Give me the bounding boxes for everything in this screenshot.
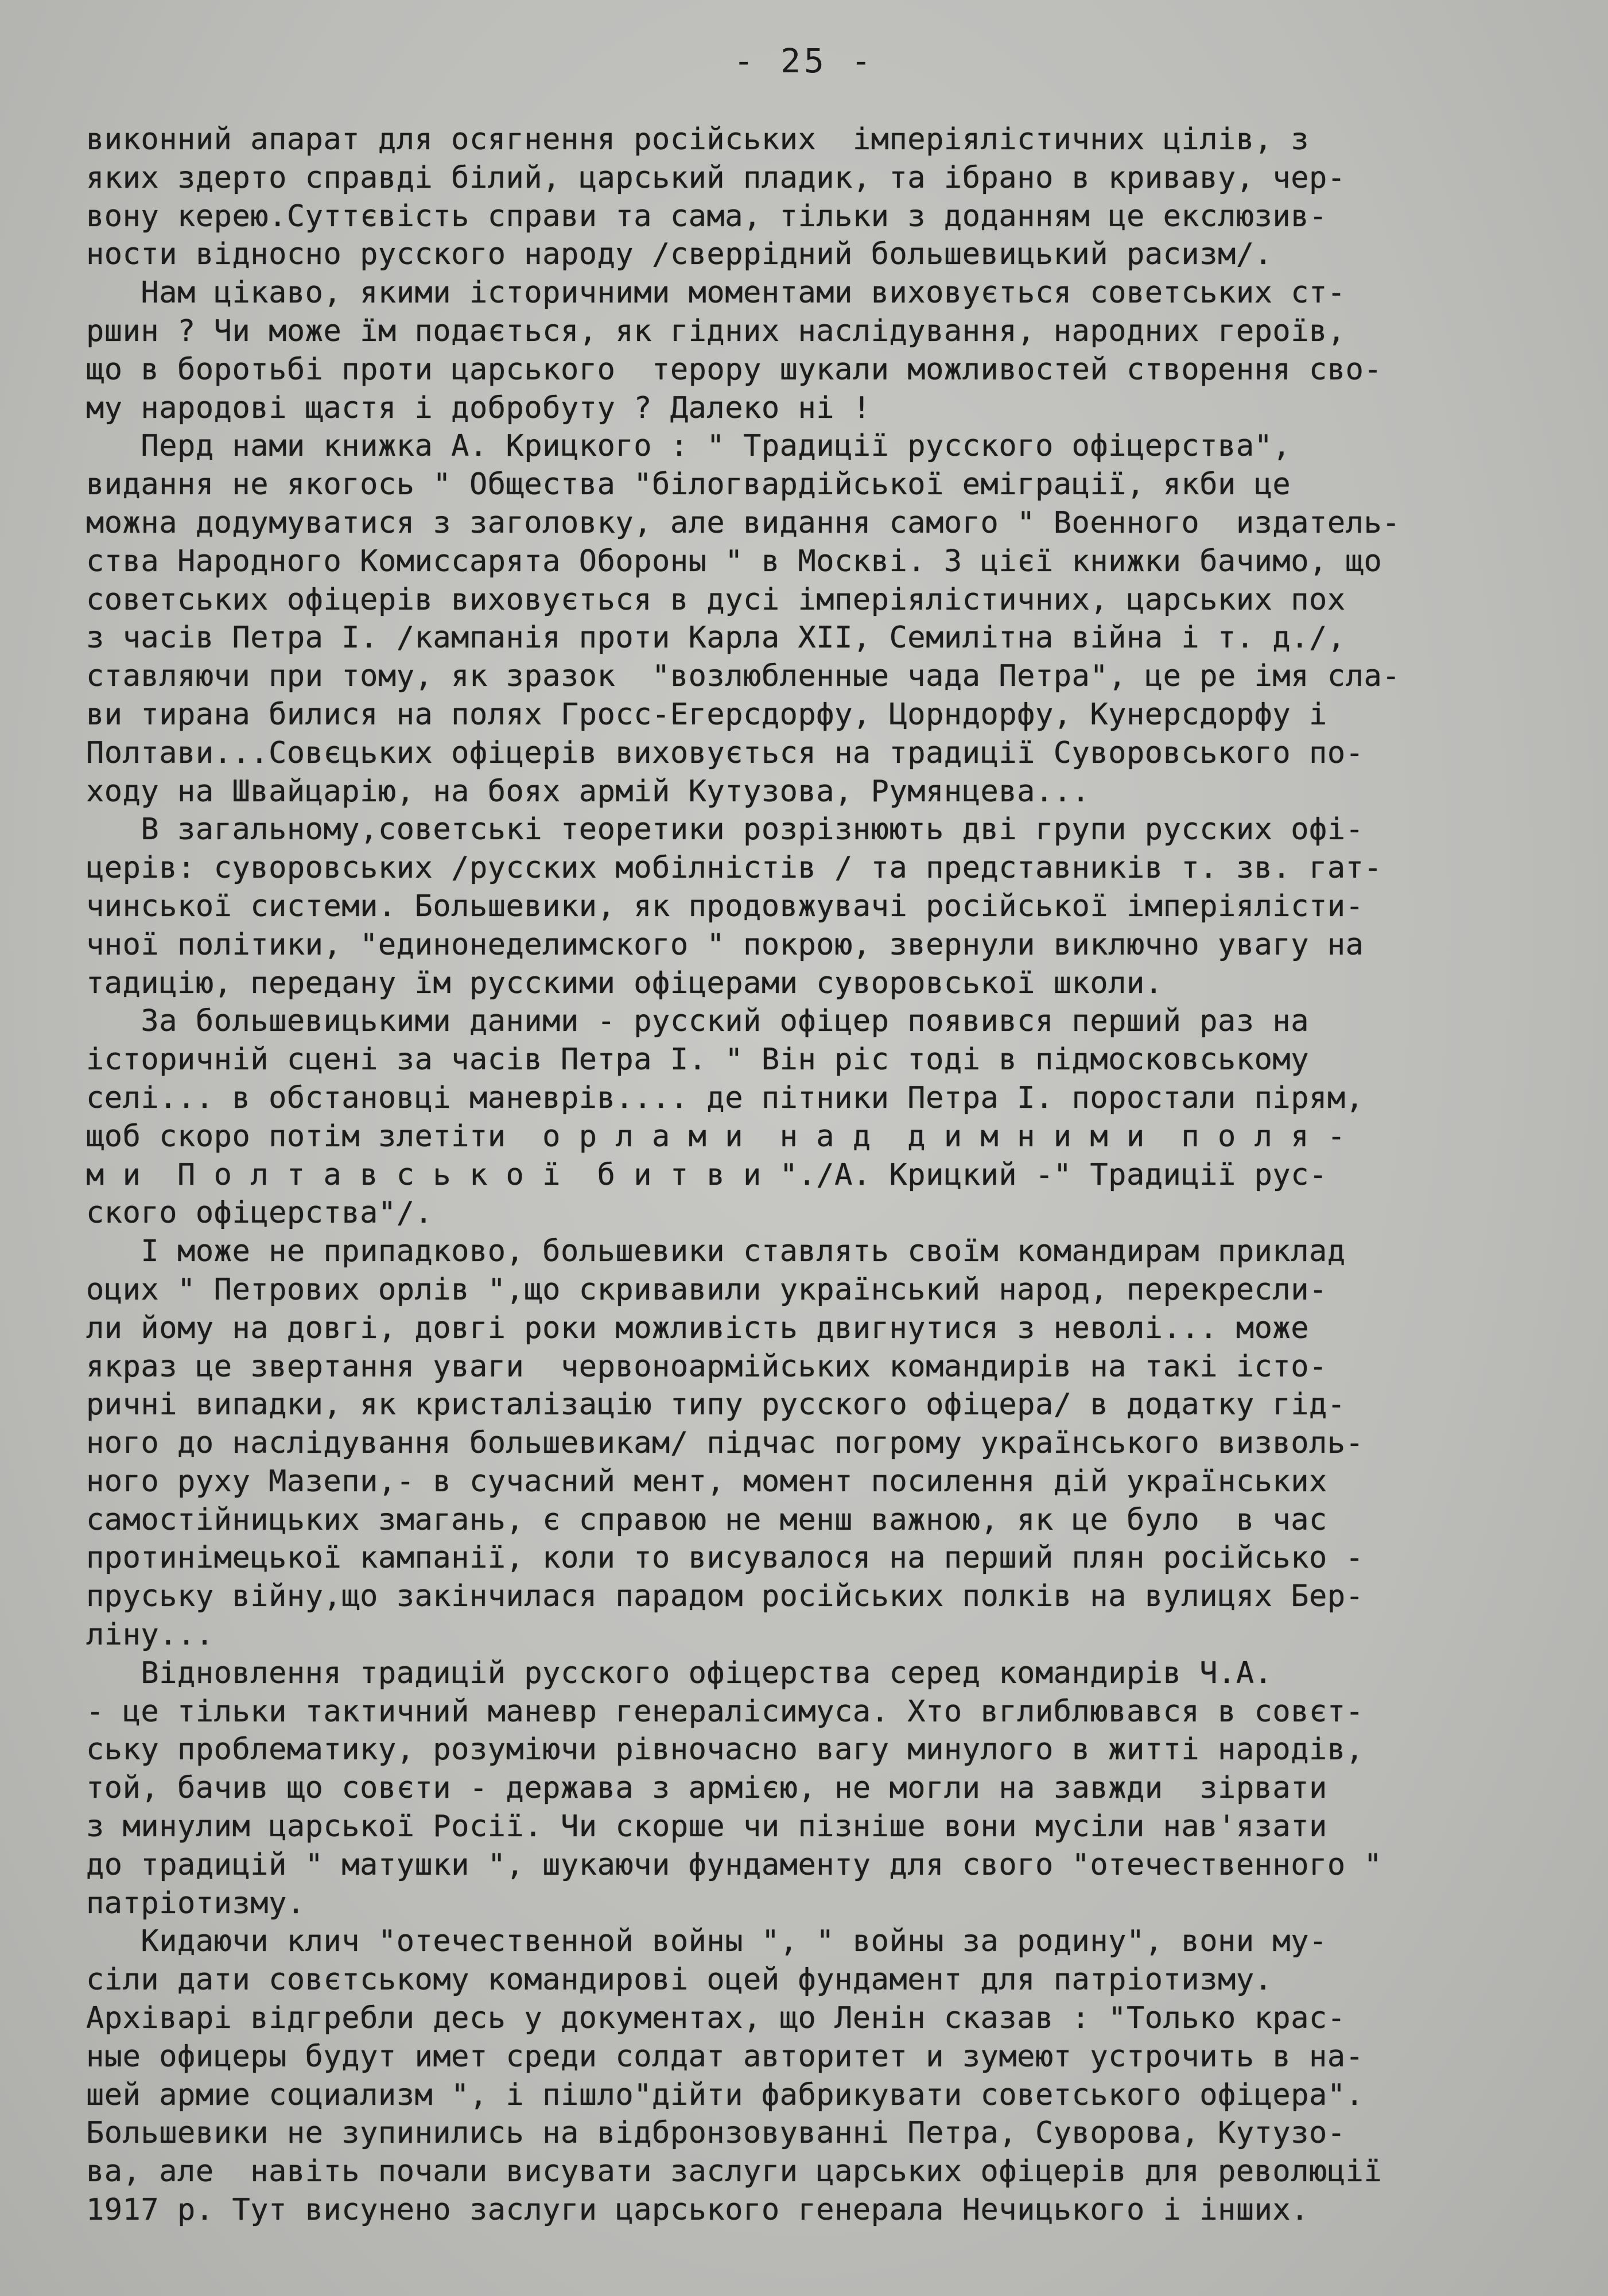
page-number: - 25 -	[733, 41, 875, 80]
typewritten-body	[86, 121, 1555, 2229]
text-line: В загальному,советські теоретики розрізнюють дві групи русских офі-	[86, 812, 1364, 847]
text-line: Архіварі відгребли десь у документах, що Ленін сказав : "Только крас-	[86, 2001, 1346, 2036]
text-line: Большевики не зупинились на відбронзовуванні Петра, Суворова, Кутузо-	[86, 2116, 1346, 2151]
text-line: ва, але навіть почали висувати заслуги царських офіцерів для революції	[86, 2154, 1382, 2189]
text-line: м и П о л т а в с ь к о ї б и т в и "./А. Крицкий -" Традиції рус-	[86, 1157, 1327, 1192]
text-line: селі... в обстановці маневрів.... де пітники Петра I. поростали пірям,	[86, 1080, 1364, 1115]
text-line: ричні випадки, як кристалізацію типу русского офіцера/ в додатку гід-	[86, 1387, 1346, 1422]
text-line: ли йому на довгі, довгі роки можливість двигнутися з неволі... може	[86, 1310, 1310, 1345]
text-line: ного до наслідування большевикам/ підчас погрому українського визволь-	[86, 1426, 1364, 1461]
text-line: За большевицькими даними - русский офіцер появився перший раз на	[86, 1004, 1310, 1039]
text-line: церів: суворовських /русских мобілністів / та представників т. зв. гат-	[86, 851, 1382, 886]
text-line: Перд нами книжка А. Крицкого : " Традиції русского офіцерства",	[86, 429, 1291, 464]
text-line: чинської системи. Большевики, як продовжувачі російської імперіялісти-	[86, 889, 1364, 924]
text-line: яких здерто справді білий, царський пладик, та ібрано в криваву, чер-	[86, 160, 1346, 195]
text-line: советських офіцерів виховується в дусі імперіялістичних, царських пох	[86, 582, 1346, 617]
text-line: вону керею.Суттєвість справи та сама, тільки з доданням це екслюзив-	[86, 199, 1327, 234]
text-line: оцих " Петрових орлів ",що скривавили український народ, перекресли-	[86, 1272, 1327, 1307]
text-line: чної політики, "единонеделимского " покрою, звернули виключно увагу на	[86, 927, 1364, 962]
text-line: сіли дати совєтському командирові оцей фундамент для патріотизму.	[86, 1963, 1273, 1998]
text-line: Кидаючи клич "отечественной войны ", " войны за родину", вони му-	[86, 1924, 1327, 1959]
text-line: ви тирана билися на полях Гросс-Егерсдорфу, Цорндорфу, Кунерсдорфу і	[86, 697, 1327, 732]
text-line: ську проблематику, розуміючи рівночасно вагу минулого в житті народів,	[86, 1732, 1364, 1767]
text-line: патріотизму.	[86, 1886, 305, 1921]
text-line: Полтави...Совєцьких офіцерів виховується на традиції Суворовського по-	[86, 735, 1364, 770]
text-line: з минулим царської Росії. Чи скорше чи пізніше вони мусіли нав'язати	[86, 1809, 1327, 1844]
text-line: ршин ? Чи може їм подається, як гідних наслідування, народних героїв,	[86, 313, 1346, 348]
text-line: ные офицеры будут имет среди солдат авторитет и зумеют устрочить в на-	[86, 2039, 1364, 2074]
text-line: ліну...	[86, 1618, 214, 1653]
text-line: ства Народного Комиссарята Обороны " в Москві. З цієї книжки бачимо, що	[86, 544, 1382, 579]
text-line: якраз це звертання уваги червоноармійських командирів на такі істо-	[86, 1349, 1327, 1384]
text-line: ного руху Мазепи,- в сучасний мент, момент посилення дій українських	[86, 1464, 1327, 1499]
text-line: 1917 р. Тут висунено заслуги царського генерала Нечицького і інших.	[86, 2193, 1310, 2228]
text-line: - це тільки тактичний маневр генералісимуса. Хто вглиблювався в совєт-	[86, 1694, 1364, 1729]
text-line: протинімецької кампанії, коли то висувалося на перший плян російсько -	[86, 1541, 1364, 1576]
text-line: ставляючи при тому, як зразок "возлюбленные чада Петра", це ре імя сла-	[86, 659, 1401, 694]
text-line: ности відносно русского народу /сверрідний большевицький расизм/.	[86, 237, 1273, 272]
text-line: ходу на Швайцарію, на боях армій Кутузова, Румянцева...	[86, 774, 1090, 809]
text-line: I може не припадково, большевики ставлять своїм командирам приклад	[86, 1234, 1346, 1269]
text-line: ского офіцерства"/.	[86, 1196, 433, 1231]
text-line: до традицій " матушки ", шукаючи фундаменту для свого "отечественного "	[86, 1847, 1382, 1882]
text-line: самостійницьких змагань, є справою не менш важною, як це було в час	[86, 1502, 1327, 1537]
text-line: можна додумуватися з заголовку, але видання самого " Военного издатель-	[86, 505, 1401, 540]
text-line: виконний апарат для осягнення російських імперіялістичних цілів, з	[86, 122, 1310, 157]
text-line: той, бачив що совєти - держава з армією, не могли на завжди зірвати	[86, 1771, 1327, 1806]
text-line: Нам цікаво, якими історичними моментами виховується советських ст-	[86, 276, 1346, 311]
text-line: що в боротьбі проти царського терору шукали можливостей створення сво-	[86, 352, 1382, 387]
text-line: шей армие социализм ", і пішло"дійти фабрикувати советського офіцера".	[86, 2077, 1364, 2112]
text-line: пруську війну,що закінчилася парадом російських полків на вулицях Бер-	[86, 1579, 1364, 1614]
text-line: видання не якогось " Общества "білогвардійської еміграції, якби це	[86, 467, 1291, 502]
text-line: з часів Петра I. /кампанія проти Карла XII, Семилітна війна і т. д./,	[86, 620, 1346, 656]
text-line: му народові щастя і добробуту ? Далеко ні !	[86, 390, 871, 425]
text-line: щоб скоро потім злетіти о р л а м и н а д д и м н и м и п о л я -	[86, 1119, 1346, 1154]
text-line: історичній сцені за часів Петра I. " Він ріс тоді в підмосковському	[86, 1042, 1310, 1077]
text-line: тадицію, передану їм русскими офіцерами суворовської школи.	[86, 965, 1163, 1000]
text-line: Відновлення традицій русского офіцерства серед командирів Ч.А.	[86, 1655, 1273, 1690]
